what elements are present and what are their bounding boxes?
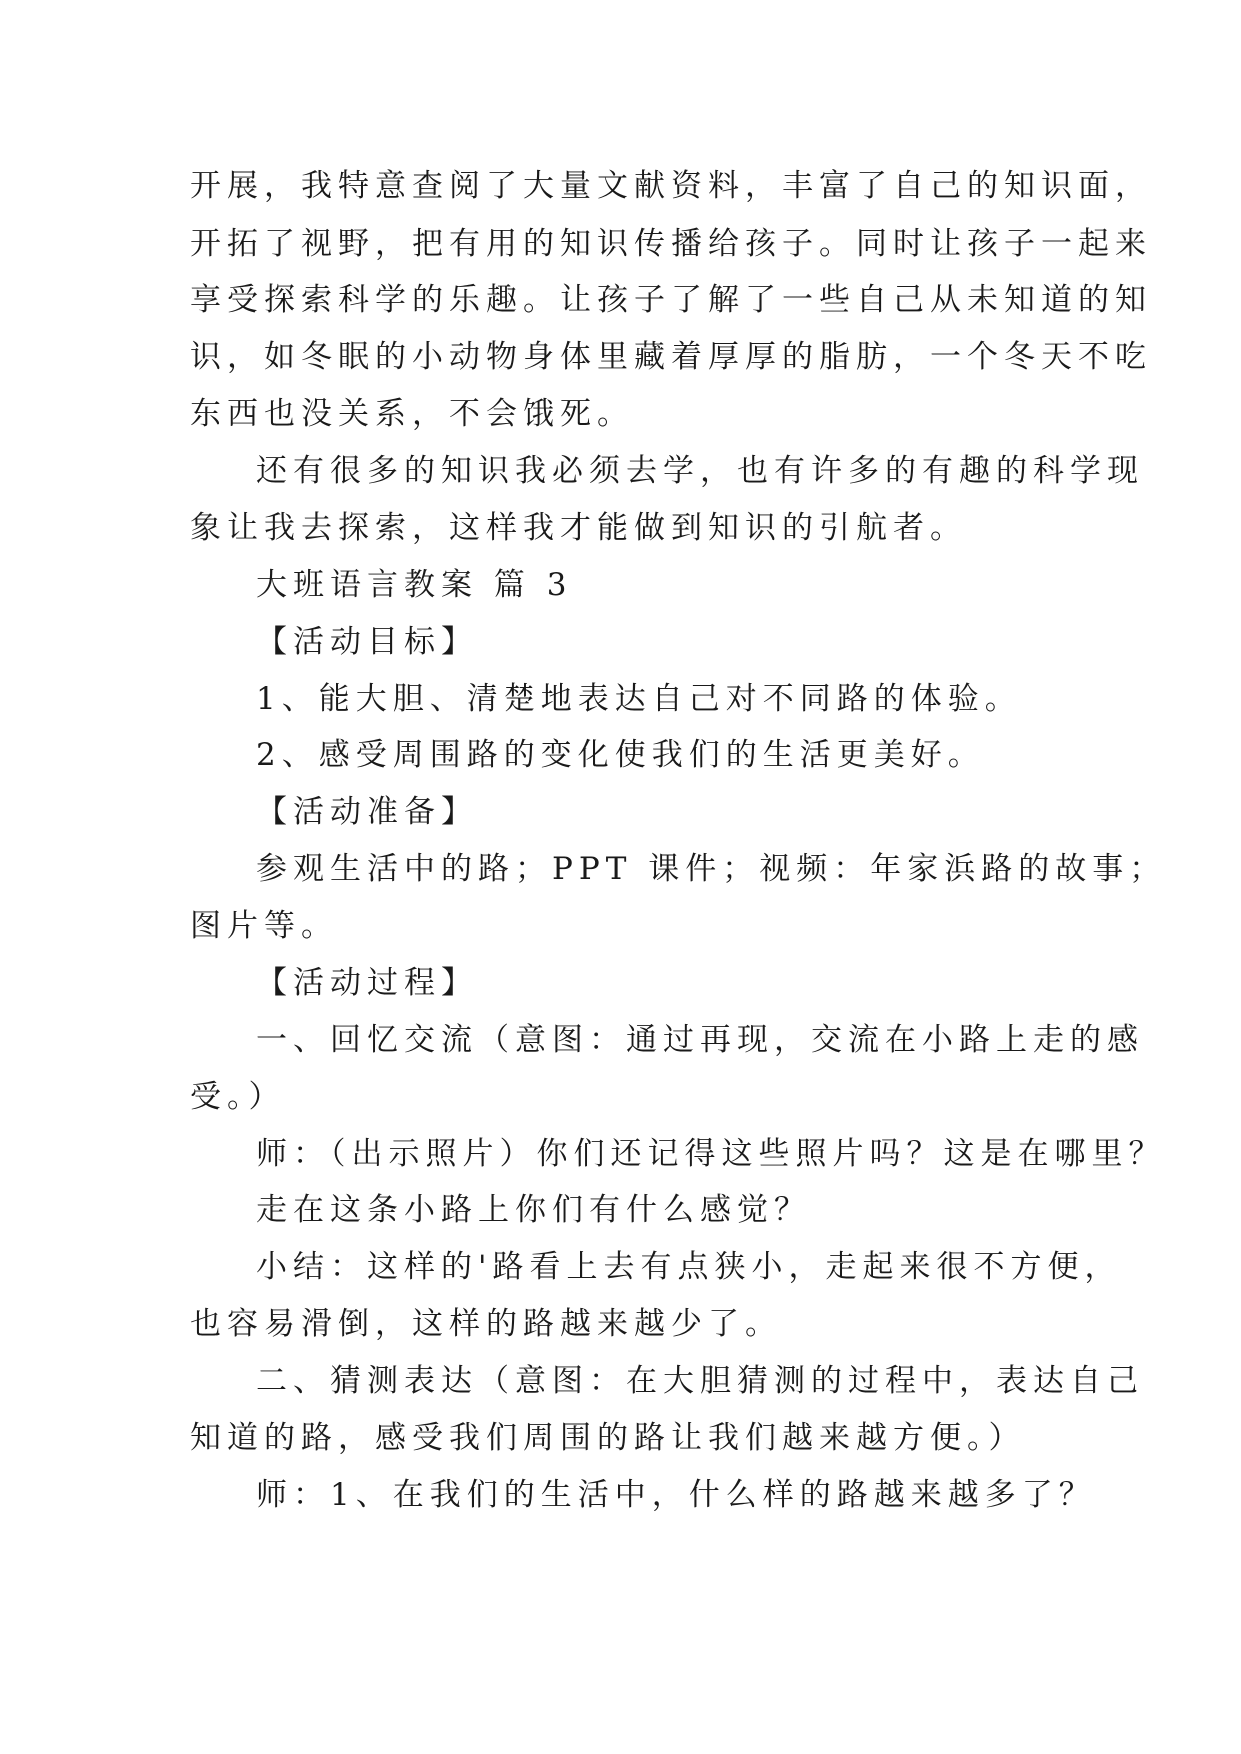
paragraph-line: 小结：这样的'路看上去有点狭小，走起来很不方便， — [256, 1249, 1122, 1285]
section-heading: 【活动过程】 — [256, 965, 478, 1001]
section-heading: 【活动目标】 — [256, 624, 478, 660]
paragraph-line: 享受探索科学的乐趣。让孩子了解了一些自己从未知道的知 — [190, 282, 1152, 318]
paragraph-line: 开拓了视野，把有用的知识传播给孩子。同时让孩子一起来 — [190, 226, 1152, 262]
paragraph-line: 一、回忆交流（意图：通过再现，交流在小路上走的感 — [256, 1022, 1144, 1058]
paragraph-line: 二、猜测表达（意图：在大胆猜测的过程中，表达自己 — [256, 1363, 1144, 1399]
section-title: 大班语言教案 篇 3 — [256, 567, 573, 603]
paragraph-line: 受。） — [190, 1079, 286, 1115]
paragraph-line: 还有很多的知识我必须去学，也有许多的有趣的科学现 — [256, 453, 1144, 489]
paragraph-line: 走在这条小路上你们有什么感觉？ — [256, 1192, 811, 1228]
paragraph-line: 开展，我特意查阅了大量文献资料，丰富了自己的知识面， — [190, 168, 1152, 204]
paragraph-line: 识，如冬眠的小动物身体里藏着厚厚的脂肪，一个冬天不吃 — [190, 339, 1152, 375]
paragraph-line: 知道的路，感受我们周围的路让我们越来越方便。） — [190, 1420, 1026, 1456]
paragraph-line: 师：1、在我们的生活中，什么样的路越来越多了？ — [256, 1477, 1096, 1513]
paragraph-line: 东西也没关系，不会饿死。 — [190, 396, 634, 432]
paragraph-line: 象让我去探索，这样我才能做到知识的引航者。 — [190, 510, 967, 546]
paragraph-line: 参观生活中的路；PPT 课件；视频：年家浜路的故事； — [256, 851, 1167, 887]
section-heading: 【活动准备】 — [256, 794, 478, 830]
list-item: 2、感受周围路的变化使我们的生活更美好。 — [256, 737, 985, 773]
paragraph-line: 图片等。 — [190, 908, 338, 944]
paragraph-line: 师：（出示照片）你们还记得这些照片吗？这是在哪里？ — [256, 1136, 1166, 1172]
paragraph-line: 也容易滑倒，这样的路越来越少了。 — [190, 1306, 782, 1342]
list-item: 1、能大胆、清楚地表达自己对不同路的体验。 — [256, 681, 1022, 717]
